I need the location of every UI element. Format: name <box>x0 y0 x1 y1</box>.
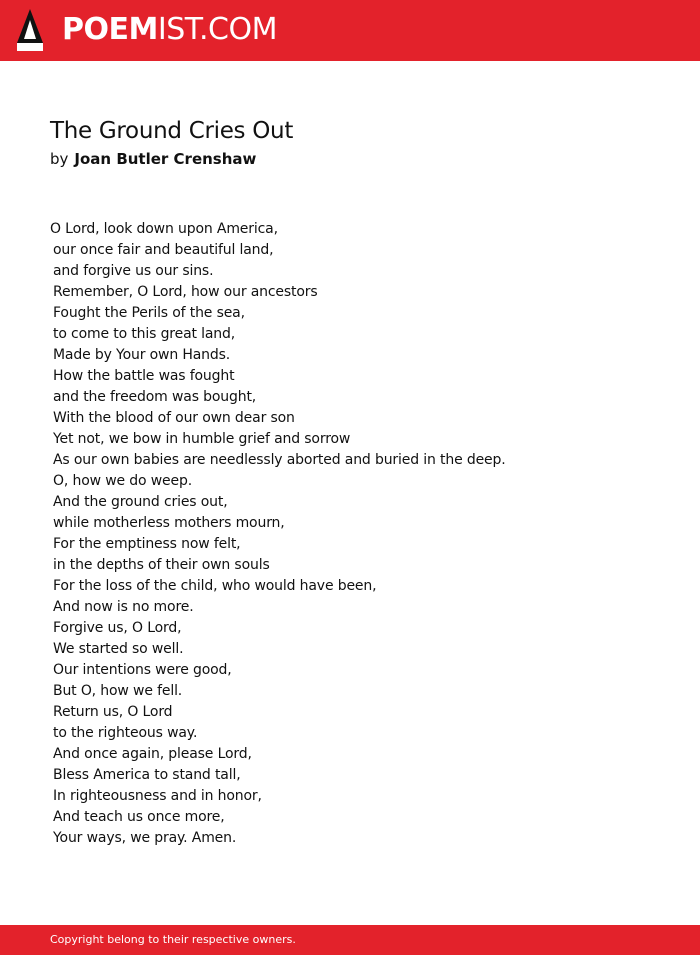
byline <box>50 148 256 170</box>
poem-line: For the emptiness now felt, <box>53 536 241 552</box>
poem-line: Forgive us, O Lord, <box>53 620 182 636</box>
poem-line: As our own babies are needlessly aborted and buried in the deep. <box>53 452 506 468</box>
poem-line: Made by Your own Hands. <box>53 347 231 363</box>
poem-line: In righteousness and in honor, <box>53 788 262 804</box>
poem-line: O Lord, look down upon America, <box>50 221 278 237</box>
poem-line: Fought the Perils of the sea, <box>53 305 245 321</box>
poem-line: And once again, please Lord, <box>53 746 252 762</box>
poem-line: our once fair and beautiful land, <box>53 242 274 258</box>
poem-line: Yet not, we bow in humble grief and sorrow <box>53 431 351 447</box>
poem-line: while motherless mothers mourn, <box>53 515 285 531</box>
poem-line: in the depths of their own souls <box>53 557 270 573</box>
poem-line: And now is no more. <box>53 599 194 615</box>
poem-line: Return us, O Lord <box>53 704 173 720</box>
poem-line: How the battle was fought <box>53 368 235 384</box>
poem-line: and forgive us our sins. <box>53 263 214 279</box>
poem-title: The Ground Cries Out <box>50 118 294 144</box>
poem-line: And the ground cries out, <box>53 494 228 510</box>
poem-line: For the loss of the child, who would have been, <box>53 578 377 594</box>
site-footer <box>0 925 700 955</box>
poem-line: And teach us once more, <box>53 809 225 825</box>
site-logo[interactable] <box>62 10 277 50</box>
poem-line: Your ways, we pray. Amen. <box>53 830 237 846</box>
poem-line: O, how we do weep. <box>53 473 192 489</box>
poem-body <box>50 219 670 849</box>
poem-line: But O, how we fell. <box>53 683 183 699</box>
poem-line: to the righteous way. <box>53 725 198 741</box>
poem-line: Remember, O Lord, how our ancestors <box>53 284 318 300</box>
site-header <box>0 0 700 61</box>
logo-bold-text: POEM <box>62 12 158 47</box>
by-label: by <box>50 150 69 168</box>
pencil-tip-icon[interactable] <box>17 9 43 51</box>
poem-line: We started so well. <box>53 641 184 657</box>
logo-light-text: IST.COM <box>157 12 277 47</box>
poem-line: With the blood of our own dear son <box>53 410 295 426</box>
author-name: Joan Butler Crenshaw <box>74 150 257 168</box>
poem-line: to come to this great land, <box>53 326 236 342</box>
poem-line: and the freedom was bought, <box>53 389 257 405</box>
poem-line: Bless America to stand tall, <box>53 767 241 783</box>
copyright-notice: Copyright belong to their respective owners. <box>50 933 296 946</box>
poem-line: Our intentions were good, <box>53 662 232 678</box>
